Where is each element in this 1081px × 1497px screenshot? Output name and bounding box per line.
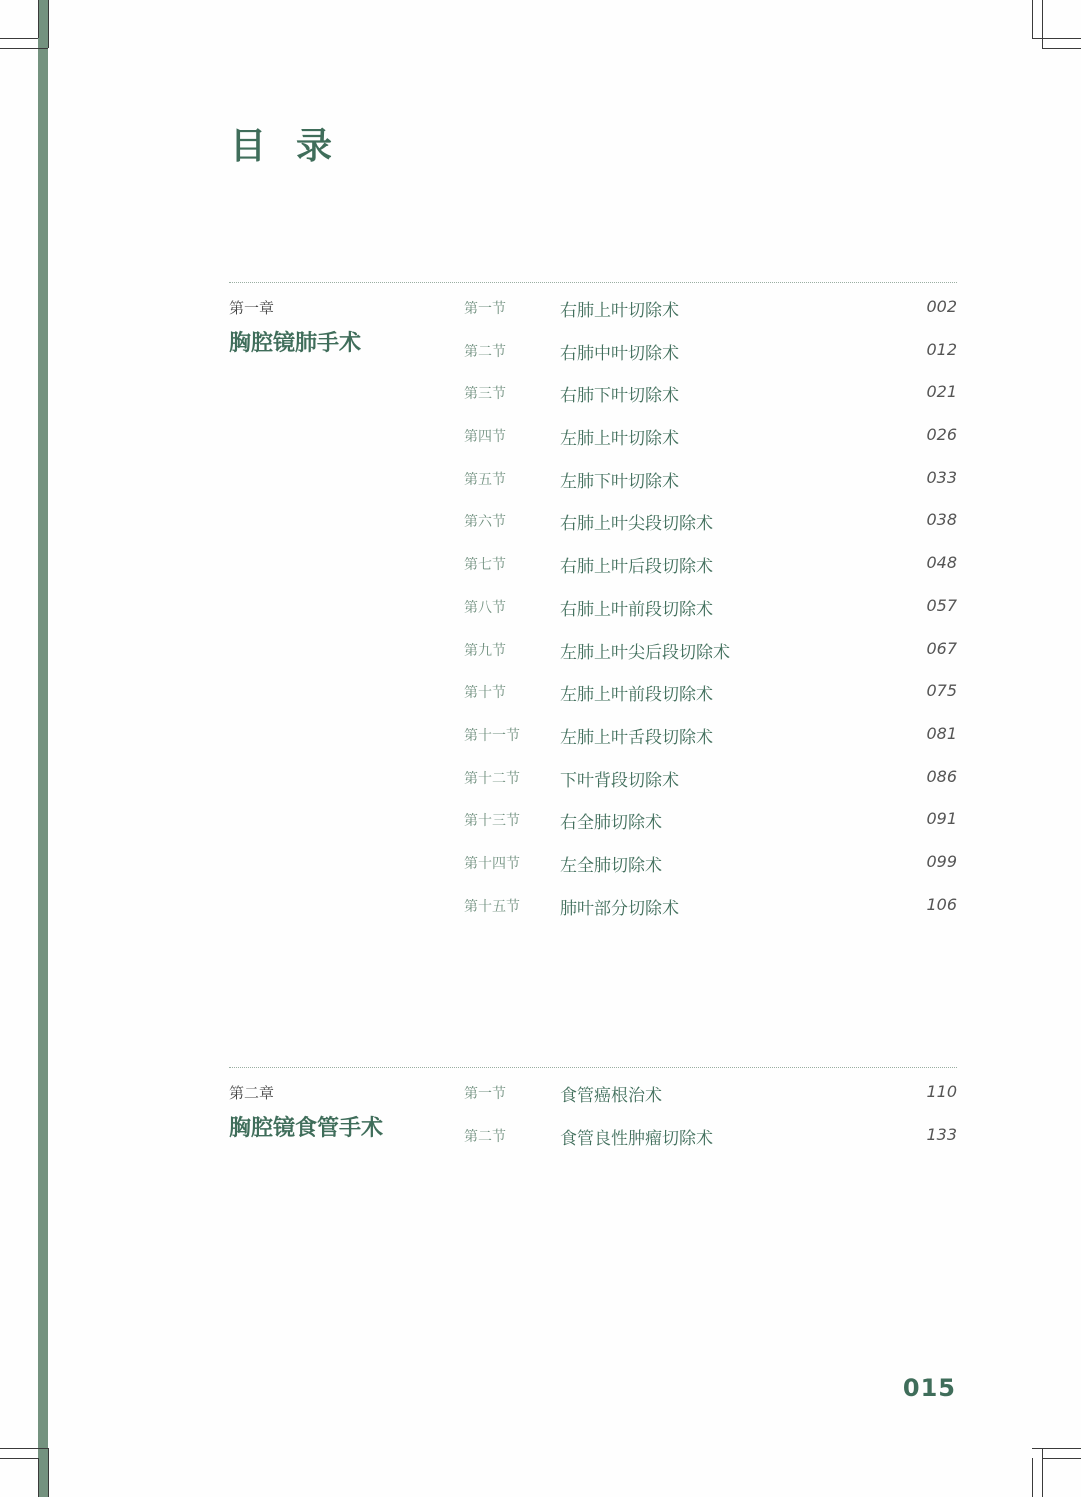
section-title: 肺叶部分切除术 (560, 898, 679, 919)
section-page-number: 002 (926, 297, 957, 316)
section-number: 第三节 (464, 386, 506, 403)
chapter-name: 胸腔镜食管手术 (229, 1116, 384, 1141)
section-page-number: 086 (926, 766, 957, 786)
section-number: 第十四节 (464, 855, 520, 872)
crop-mark-bottom-left-v (48, 1448, 49, 1497)
crop-mark-bottom-right-v (1032, 1458, 1033, 1497)
toc-entry[interactable] (464, 764, 957, 807)
section-list (464, 294, 957, 934)
section-number: 第一节 (464, 1086, 506, 1102)
section-page-number: 133 (926, 1124, 957, 1144)
crop-mark-top-left-h (0, 38, 38, 39)
section-page-number: 075 (926, 681, 957, 701)
toc-entry[interactable] (464, 379, 957, 422)
chapter-divider (229, 1067, 957, 1068)
section-title: 左肺上叶前段切除术 (560, 685, 713, 706)
section-title: 左肺下叶切除术 (560, 471, 679, 492)
section-title: 左肺上叶舌段切除术 (560, 727, 713, 748)
section-title: 右肺上叶尖段切除术 (560, 514, 713, 535)
chapter-heading (229, 296, 459, 360)
section-title: 左肺上叶切除术 (560, 429, 679, 450)
chapter-divider (229, 282, 957, 283)
crop-mark-top-right-v2 (1042, 0, 1043, 48)
section-page-number: 033 (926, 467, 957, 487)
section-number: 第二节 (464, 1128, 506, 1145)
chapter-heading (229, 1081, 459, 1145)
crop-mark-bottom-right-h (1032, 1448, 1081, 1449)
crop-mark-top-left-v2 (38, 0, 39, 38)
section-number: 第七节 (464, 557, 506, 574)
section-title: 右肺上叶切除术 (560, 301, 679, 321)
section-title: 右全肺切除术 (560, 813, 662, 834)
chapter-block (229, 1067, 957, 1149)
crop-mark-top-left-v (48, 0, 49, 48)
crop-mark-bottom-left-v2 (38, 1458, 39, 1497)
section-title: 右肺下叶切除术 (560, 386, 679, 407)
section-page-number: 057 (926, 595, 957, 615)
section-title: 食管癌根治术 (560, 1086, 662, 1106)
section-list (464, 1079, 957, 1164)
toc-entry[interactable] (464, 337, 957, 380)
toc-entry[interactable] (464, 892, 957, 935)
section-page-number: 021 (926, 382, 957, 402)
section-page-number: 012 (926, 339, 957, 359)
toc-entry[interactable] (464, 422, 957, 465)
section-number: 第十三节 (464, 813, 520, 830)
section-number: 第四节 (464, 429, 506, 446)
section-page-number: 091 (926, 809, 957, 829)
crop-mark-bottom-right-h2 (1042, 1458, 1081, 1459)
section-page-number: 067 (926, 638, 957, 658)
section-title: 右肺上叶前段切除术 (560, 599, 713, 620)
crop-mark-top-left-h2 (0, 48, 48, 49)
section-number: 第十五节 (464, 898, 520, 915)
section-page-number: 106 (926, 894, 957, 914)
toc-entry[interactable] (464, 550, 957, 593)
crop-mark-top-right-v (1032, 0, 1033, 38)
toc-title: 目录 (230, 126, 363, 167)
section-number: 第五节 (464, 471, 506, 488)
section-title: 下叶背段切除术 (560, 770, 679, 791)
page-number: 015 (902, 1374, 956, 1402)
section-number: 第二节 (464, 343, 506, 360)
chapter-number: 第一章 (229, 299, 275, 317)
toc-entry[interactable] (464, 593, 957, 636)
section-number: 第十二节 (464, 770, 520, 787)
toc-entry[interactable] (464, 507, 957, 550)
section-title: 右肺中叶切除术 (560, 343, 679, 364)
chapter-name: 胸腔镜肺手术 (229, 331, 362, 356)
chapter-block (229, 282, 957, 919)
section-title: 左全肺切除术 (560, 855, 662, 876)
section-number: 第九节 (464, 642, 506, 659)
toc-entry[interactable] (464, 1079, 957, 1122)
section-number: 第八节 (464, 599, 506, 616)
section-number: 第十一节 (464, 727, 520, 744)
section-title: 左肺上叶尖后段切除术 (560, 642, 730, 663)
toc-entry[interactable] (464, 721, 957, 764)
section-page-number: 048 (926, 553, 957, 573)
section-title: 食管良性肿瘤切除术 (560, 1128, 713, 1149)
section-title: 右肺上叶后段切除术 (560, 557, 713, 578)
crop-mark-top-right-h (1032, 38, 1081, 39)
toc-entry[interactable] (464, 806, 957, 849)
crop-mark-top-right-h2 (1042, 48, 1081, 49)
toc-entry[interactable] (464, 636, 957, 679)
section-page-number: 038 (926, 510, 957, 530)
toc-entry[interactable] (464, 678, 957, 721)
toc-entry[interactable] (464, 294, 957, 337)
crop-mark-bottom-right-v2 (1042, 1448, 1043, 1497)
section-number: 第十节 (464, 685, 506, 702)
section-page-number: 099 (926, 851, 957, 871)
toc-entry[interactable] (464, 465, 957, 508)
section-page-number: 026 (926, 425, 957, 445)
crop-mark-bottom-left-h (0, 1448, 48, 1449)
toc-entry[interactable] (464, 1122, 957, 1165)
toc-entry[interactable] (464, 849, 957, 892)
chapter-number: 第二章 (229, 1084, 275, 1102)
section-number: 第一节 (464, 301, 506, 317)
book-spine-bar (38, 0, 48, 1497)
section-page-number: 081 (926, 723, 957, 743)
crop-mark-bottom-left-h2 (0, 1458, 38, 1459)
section-number: 第六节 (464, 514, 506, 531)
section-page-number: 110 (926, 1082, 957, 1101)
